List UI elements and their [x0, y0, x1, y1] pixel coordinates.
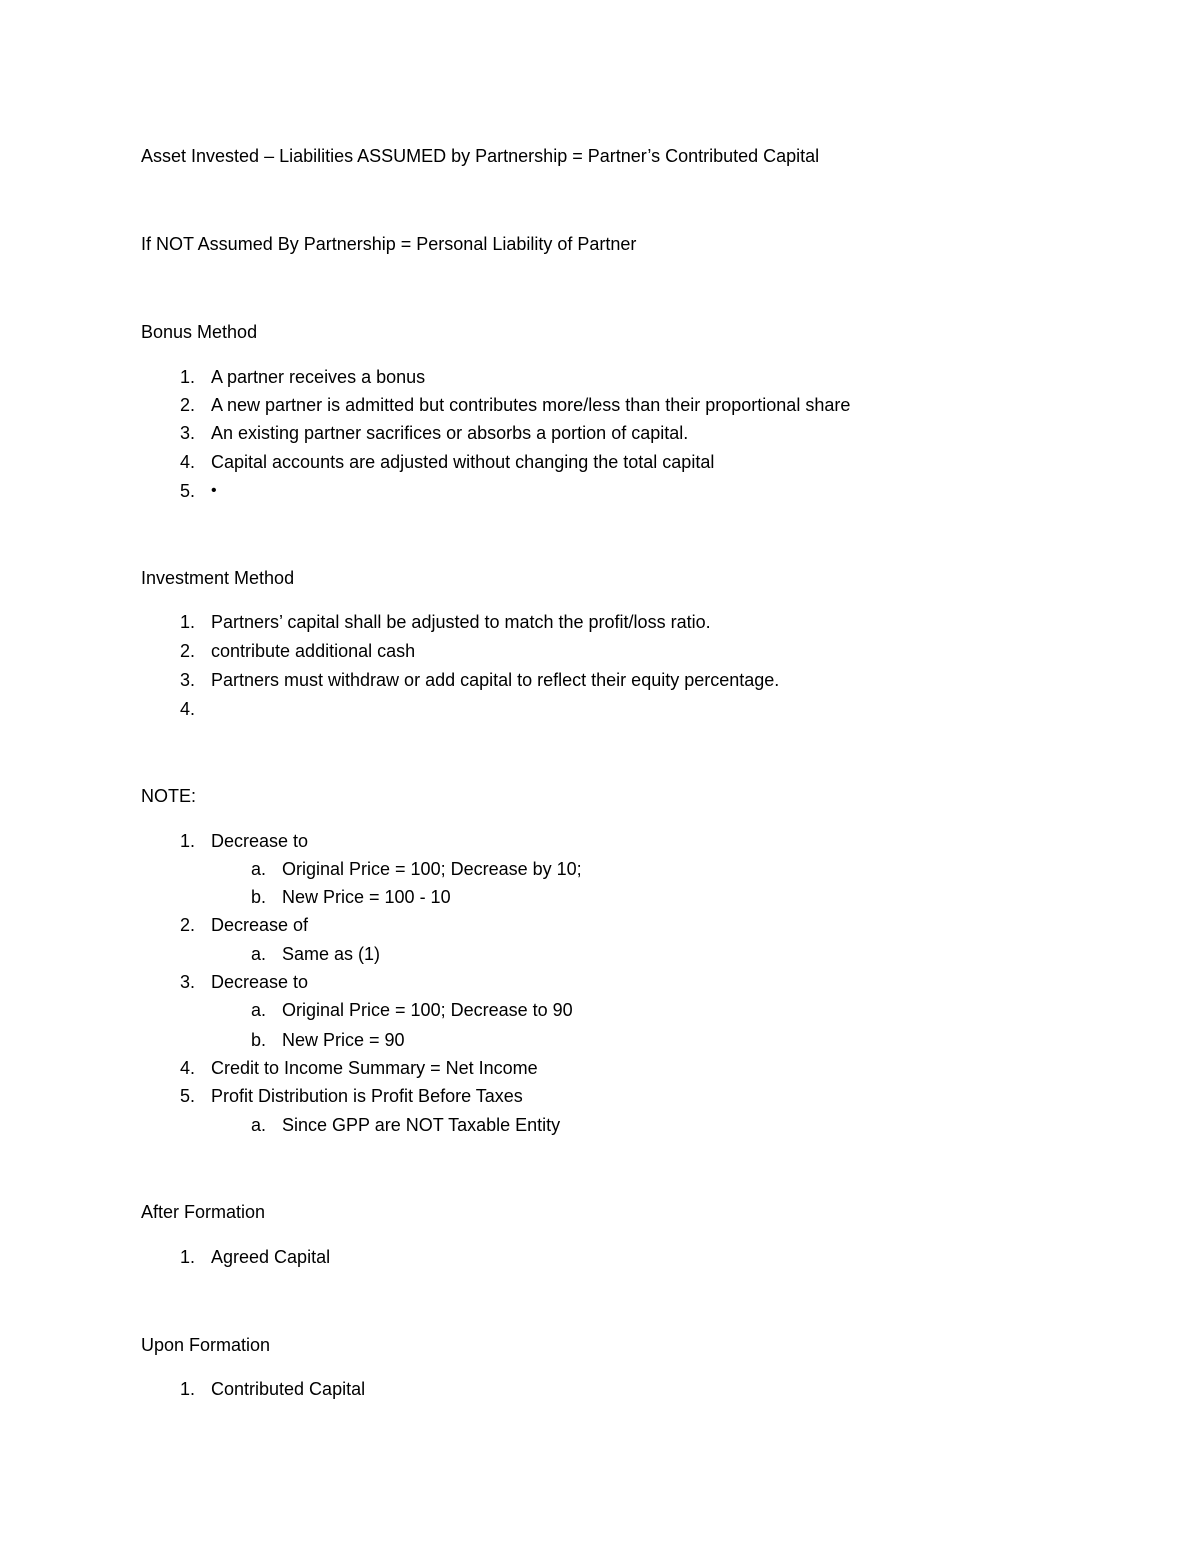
- sublist-letter: a.: [250, 944, 266, 964]
- list-item: contribute additional cash: [211, 641, 416, 661]
- sublist-letter: a.: [250, 1115, 266, 1135]
- sublist-item: Original Price = 100; Decrease by 10;: [282, 859, 582, 879]
- list-number: 4.: [179, 1058, 195, 1078]
- sublist-letter: a.: [250, 1000, 266, 1020]
- bullet-item: •: [211, 482, 217, 499]
- sublist-letter: b.: [250, 1030, 266, 1050]
- sublist-item: Original Price = 100; Decrease to 90: [282, 1000, 573, 1020]
- list-item: Decrease to: [211, 831, 309, 851]
- list-item: Agreed Capital: [211, 1247, 331, 1267]
- list-number: 2.: [179, 915, 195, 935]
- note-heading: NOTE:: [141, 786, 197, 806]
- investment-method-heading: Investment Method: [141, 568, 295, 588]
- list-number: 1.: [179, 612, 195, 632]
- list-item: Contributed Capital: [211, 1379, 366, 1399]
- list-number: 3.: [179, 423, 195, 443]
- sublist-item: Since GPP are NOT Taxable Entity: [282, 1115, 561, 1135]
- sublist-item: Same as (1): [282, 944, 381, 964]
- list-item: Credit to Income Summary = Net Income: [211, 1058, 538, 1078]
- list-number: 4.: [179, 699, 195, 719]
- list-number: 2.: [179, 395, 195, 415]
- list-item: An existing partner sacrifices or absorbs a portion of capital.: [211, 423, 689, 443]
- sublist-letter: a.: [250, 859, 266, 879]
- list-item: Partners’ capital shall be adjusted to match the profit/loss ratio.: [211, 612, 711, 632]
- list-item: Partners must withdraw or add capital to reflect their equity percentage.: [211, 670, 780, 690]
- not-assumed-line: If NOT Assumed By Partnership = Personal Liability of Partner: [141, 234, 637, 254]
- after-formation-heading: After Formation: [141, 1202, 266, 1222]
- list-number: 1.: [179, 367, 195, 387]
- list-item: Decrease to: [211, 972, 309, 992]
- list-number: 1.: [179, 1247, 195, 1267]
- list-number: 5.: [179, 1086, 195, 1106]
- list-number: 3.: [179, 670, 195, 690]
- list-number: 3.: [179, 972, 195, 992]
- sublist-letter: b.: [250, 887, 266, 907]
- sublist-item: New Price = 100 - 10: [282, 887, 451, 907]
- list-item: Capital accounts are adjusted without changing the total capital: [211, 452, 715, 472]
- list-number: 2.: [179, 641, 195, 661]
- list-item: A new partner is admitted but contributes more/less than their proportional share: [211, 395, 851, 415]
- bonus-method-heading: Bonus Method: [141, 322, 258, 342]
- list-number: 1.: [179, 831, 195, 851]
- list-number: 4.: [179, 452, 195, 472]
- upon-formation-heading: Upon Formation: [141, 1335, 271, 1355]
- list-item: A partner receives a bonus: [211, 367, 426, 387]
- sublist-item: New Price = 90: [282, 1030, 405, 1050]
- equation-line: Asset Invested – Liabilities ASSUMED by Partnership = Partner’s Contributed Capital: [141, 146, 820, 166]
- list-item: Decrease of: [211, 915, 309, 935]
- list-item: Profit Distribution is Profit Before Taxes: [211, 1086, 523, 1106]
- list-number: 1.: [179, 1379, 195, 1399]
- list-number: 5.: [179, 481, 195, 501]
